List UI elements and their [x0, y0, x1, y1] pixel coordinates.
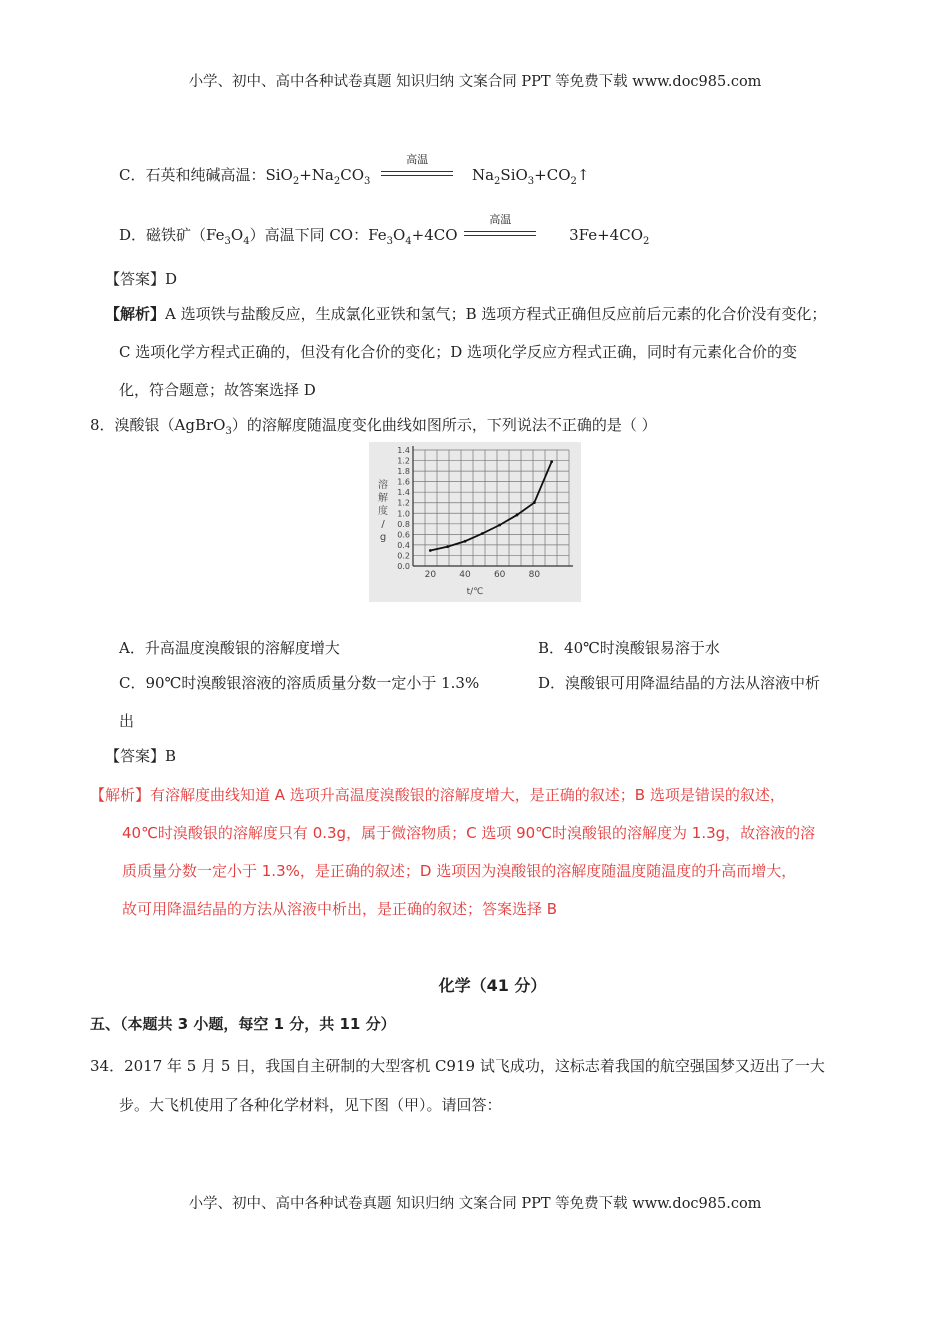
equation-arrow [381, 153, 453, 183]
q7-option-d: D．磁铁矿$(Fe_3O_4)$高温下同 CO：$Fe_3O_4+4CO$ 高温 $3Fe+4CO_2$ [119, 213, 650, 247]
page-header: 小学、初中、高中各种试卷真题 知识归纳 文案合同 PPT 等免费下载 www.doc985.com [188, 74, 762, 90]
data-point [446, 545, 449, 548]
data-point [481, 532, 484, 535]
x-axis-label: t/℃ [466, 587, 484, 597]
part-heading: 五、（本题共 3 小题，每空 1 分，共 11 分） [90, 1015, 396, 1033]
y-axis-label-char: 度 [378, 506, 388, 517]
y-axis-label-char: 溶 [378, 480, 388, 491]
q8-answer: 【答案】B [105, 747, 177, 765]
q8-stem: 8．溴酸银（AgBrO$_3$）的溶解度随温度变化曲线如图所示，下列说法不正确的是（ ） [90, 416, 657, 437]
reaction-condition: 高温 [489, 213, 512, 226]
y-tick-label: 0.8 [397, 519, 410, 529]
q8-option-c: C．90℃时溴酸银溶液的溶质质量分数一定小于 1.3% [119, 674, 480, 692]
y-axis-label-char: g [379, 532, 387, 543]
q8-analysis-line-2: 40℃时溴酸银的溶解度只有 0.3g，属于微溶物质；C 选项 90℃时溴酸银的溶解度为 1.3g，故溶液的溶 [122, 824, 816, 842]
y-tick-label: 0.6 [397, 530, 410, 540]
q8-analysis-line-4: 故可用降温结晶的方法从溶液中析出，是正确的叙述；答案选择 B [122, 900, 558, 918]
x-tick-label: 40 [459, 570, 471, 580]
y-tick-label: 1.8 [397, 467, 410, 477]
q8-option-b: B．40℃时溴酸银易溶于水 [538, 639, 720, 657]
y-tick-label: 1.2 [397, 498, 410, 508]
q7-option-c: C．石英和纯碱高温：$SiO_2+Na_2CO_3$ 高温 $Na_2SiO_3+CO_2↑$ [119, 153, 590, 187]
q8-option-d-continued: 出 [119, 712, 135, 730]
q7-analysis-line-2: C 选项化学方程式正确的，但没有化合价的变化；D 选项化学反应方程式正确，同时有元素化合价的变 [119, 343, 798, 361]
y-tick-label: 1.4 [397, 446, 410, 455]
data-point [464, 540, 467, 543]
y-tick-label: 0.4 [397, 540, 410, 550]
y-tick-label: 1.4 [397, 488, 410, 498]
solubility-chart [369, 442, 581, 602]
data-point [550, 460, 553, 463]
q7-answer: 【答案】D [105, 270, 178, 288]
y-tick-label: 1.6 [397, 477, 410, 487]
q34-stem-line-1: 34．2017 年 5 月 5 日，我国自主研制的大型客机 C919 试飞成功，这标志着我国的航空强国梦又迈出了一大 [90, 1057, 825, 1075]
data-point [498, 524, 501, 527]
page-footer: 小学、初中、高中各种试卷真题 知识归纳 文案合同 PPT 等免费下载 www.doc985.com [188, 1196, 762, 1212]
data-point [429, 549, 432, 552]
y-tick-label: 1.0 [397, 509, 410, 519]
y-axis-label-char: / [381, 519, 385, 530]
data-point [533, 501, 536, 504]
q34-stem-line-2: 步。大飞机使用了各种化学材料，见下图（甲）。请回答： [119, 1096, 502, 1114]
equation-arrow [464, 213, 536, 243]
q8-option-d: D．溴酸银可用降温结晶的方法从溶液中析 [538, 674, 821, 692]
data-point [516, 514, 519, 517]
solubility-chart-svg [369, 442, 581, 602]
q8-analysis-line-1: 【解析】有溶解度曲线知道 A 选项升高温度溴酸银的溶解度增大，是正确的叙述；B 选项是错误的叙述， [90, 786, 785, 804]
y-tick-label: 0.0 [397, 562, 410, 571]
y-tick-label: 0.2 [397, 551, 410, 561]
solubility-curve [430, 462, 551, 551]
reaction-condition: 高温 [406, 153, 429, 166]
q8-option-a: A．升高温度溴酸银的溶解度增大 [119, 639, 340, 657]
y-tick-label: 1.2 [397, 456, 410, 466]
x-tick-label: 20 [424, 570, 437, 580]
y-axis-label-char: 解 [378, 493, 388, 504]
x-tick-label: 80 [528, 570, 541, 580]
q7-analysis-line-3: 化，符合题意；故答案选择 D [119, 381, 316, 399]
q8-analysis-line-3: 质质量分数一定小于 1.3%，是正确的叙述；D 选项因为溴酸银的溶解度随温度随温度的升高而增大， [122, 862, 797, 880]
section-title: 化学（41 分） [438, 976, 547, 995]
q7-analysis-line-1: 【解析】A 选项铁与盐酸反应，生成氯化亚铁和氢气；B 选项方程式正确但反应前后元素的化合价没有变化； [105, 305, 827, 323]
x-tick-label: 60 [493, 570, 506, 580]
